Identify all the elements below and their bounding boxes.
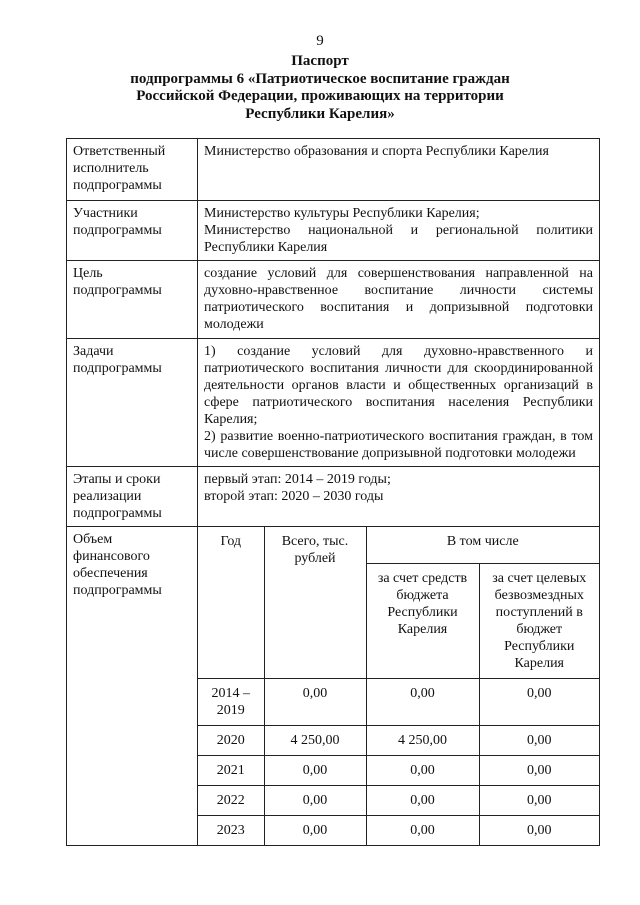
participants-value bbox=[198, 201, 600, 261]
task-item: 2) развитие военно-патриотического воспитания граждан, в том числе совершенствование допризывной подготовки молодежи bbox=[204, 429, 593, 461]
participant-item: Министерство культуры Республики Карелия; bbox=[204, 206, 480, 221]
task-item: 1) создание условий для духовно-нравственного и патриотического воспитания личности для скоординированной деятельности органов власти и общественных организаций в сфере патриотического воспитания населения Республики Карелия; bbox=[204, 344, 593, 427]
row-participants bbox=[67, 201, 600, 261]
stage-item: второй этап: 2020 – 2030 годы bbox=[204, 489, 384, 504]
funding-label: Объем финансового обеспечения подпрограммы bbox=[67, 527, 198, 846]
row-tasks bbox=[67, 339, 600, 467]
funding-budget-cell: 0,00 bbox=[366, 679, 479, 726]
row-stages bbox=[67, 467, 600, 527]
funding-year-cell: 2022 bbox=[198, 786, 264, 816]
funding-grants-cell: 0,00 bbox=[479, 816, 599, 846]
funding-budget-cell: 0,00 bbox=[366, 786, 479, 816]
header-total: Всего, тыс. рублей bbox=[264, 527, 366, 679]
funding-data-row bbox=[198, 756, 599, 786]
funding-header-row bbox=[198, 527, 599, 564]
title-line: Паспорт bbox=[291, 53, 349, 69]
funding-year-cell: 2014 – 2019 bbox=[198, 679, 264, 726]
funding-total-cell: 0,00 bbox=[264, 786, 366, 816]
tasks-label: Задачи подпрограммы bbox=[67, 339, 198, 467]
funding-budget-cell: 0,00 bbox=[366, 816, 479, 846]
passport-table bbox=[66, 138, 600, 846]
funding-year-cell: 2021 bbox=[198, 756, 264, 786]
page-number: 9 bbox=[316, 33, 324, 49]
funding-data-row bbox=[198, 816, 599, 846]
goal-value: создание условий для совершенствования направленной на духовно-нравственное воспитание личности системы патриотического воспитания и допризывной подготовки молодежи bbox=[198, 261, 600, 339]
funding-data-row bbox=[198, 726, 599, 756]
funding-grants-cell: 0,00 bbox=[479, 726, 599, 756]
header-budget: за счет средств бюджета Республики Карелия bbox=[366, 564, 479, 679]
funding-total-cell: 0,00 bbox=[264, 679, 366, 726]
row-goal bbox=[67, 261, 600, 339]
funding-grants-cell: 0,00 bbox=[479, 756, 599, 786]
header-grants: за счет целевых безвозмездных поступлений в бюджет Республики Карелия bbox=[479, 564, 599, 679]
funding-grants-cell: 0,00 bbox=[479, 679, 599, 726]
stages-value bbox=[198, 467, 600, 527]
stages-label: Этапы и сроки реализации подпрограммы bbox=[67, 467, 198, 527]
executor-label: Ответственный исполнитель подпрограммы bbox=[67, 139, 198, 201]
participant-item: Министерство национальной и региональной политики Республики Карелия bbox=[204, 223, 593, 255]
funding-data-row bbox=[198, 786, 599, 816]
funding-total-cell: 0,00 bbox=[264, 756, 366, 786]
funding-total-cell: 0,00 bbox=[264, 816, 366, 846]
stage-item: первый этап: 2014 – 2019 годы; bbox=[204, 472, 391, 487]
funding-year-cell: 2020 bbox=[198, 726, 264, 756]
funding-table-cell bbox=[198, 527, 600, 846]
row-funding bbox=[67, 527, 600, 846]
document-title bbox=[0, 53, 640, 123]
funding-table bbox=[198, 527, 599, 845]
funding-grants-cell: 0,00 bbox=[479, 786, 599, 816]
participants-label: Участники подпрограммы bbox=[67, 201, 198, 261]
funding-data-row bbox=[198, 679, 599, 726]
title-line: подпрограммы 6 «Патриотическое воспитание граждан bbox=[130, 70, 510, 87]
row-executor bbox=[67, 139, 600, 201]
header-including: В том числе bbox=[366, 527, 599, 564]
title-line: Республики Карелия» bbox=[245, 105, 395, 122]
goal-label: Цель подпрограммы bbox=[67, 261, 198, 339]
tasks-value bbox=[198, 339, 600, 467]
executor-value: Министерство образования и спорта Республики Карелия bbox=[198, 139, 600, 201]
funding-budget-cell: 0,00 bbox=[366, 756, 479, 786]
title-line: Российской Федерации, проживающих на территории bbox=[136, 88, 504, 104]
funding-year-cell: 2023 bbox=[198, 816, 264, 846]
header-year: Год bbox=[198, 527, 264, 679]
funding-total-cell: 4 250,00 bbox=[264, 726, 366, 756]
funding-budget-cell: 4 250,00 bbox=[366, 726, 479, 756]
